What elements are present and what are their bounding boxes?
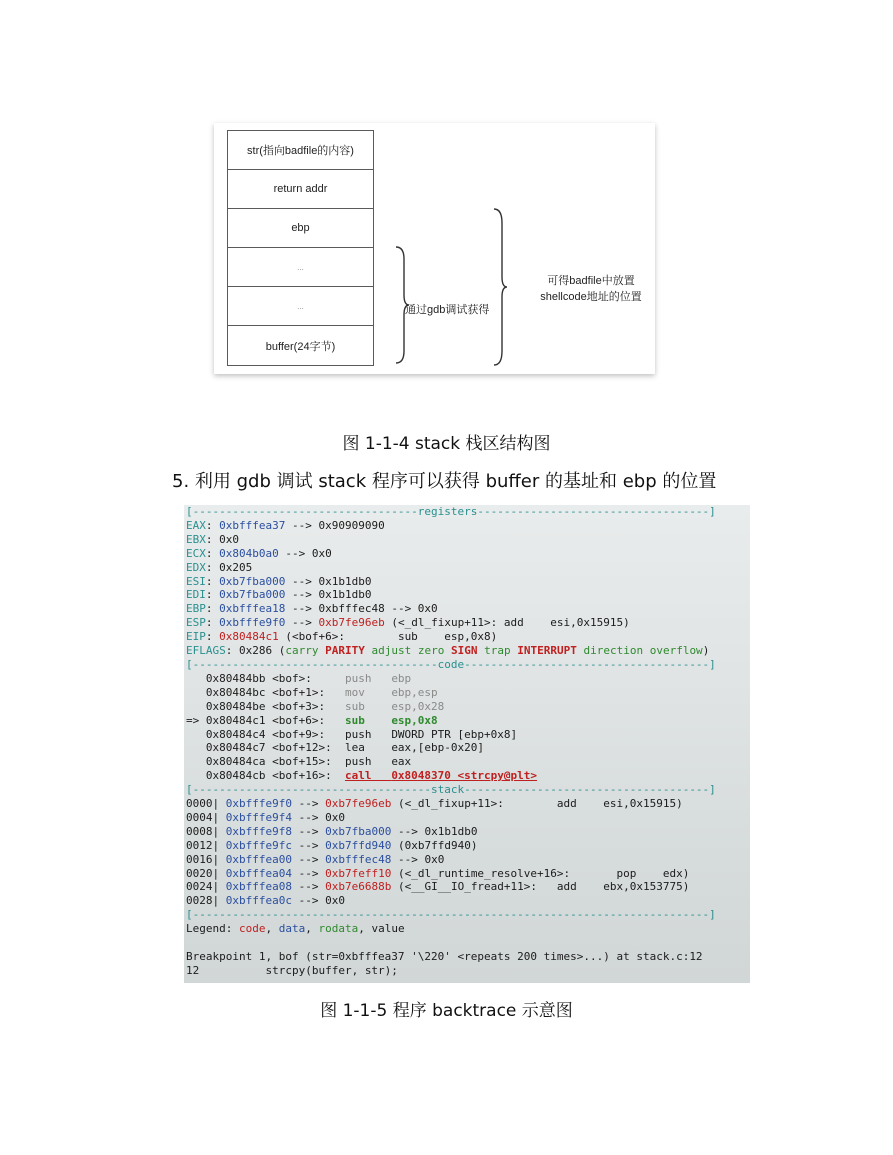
big-brace-icon <box>492 207 508 367</box>
reg-esp: ESP: 0xbfffe9f0 --> 0xb7fe96eb (<_dl_fixup+11>: add esi,0x15915) <box>186 616 630 630</box>
legend-line: Legend: code, data, rodata, value <box>186 922 405 936</box>
code-line-call: 0x80484cb <bof+16>: call 0x8048370 <strcpy@plt> <box>205 769 538 783</box>
code-header: [-------------------------------------code-------------------------------------] <box>186 657 716 671</box>
stack-diagram <box>214 123 655 374</box>
stack-line-1: 0004| 0xbfffe9f4 --> 0x0 <box>186 810 345 824</box>
figure-caption-1: 图 1-1-4 stack 栈区结构图 <box>342 434 551 454</box>
stack-cell-str: str(指向badfile的内容) <box>228 131 373 170</box>
brace-small-label: 通过gdb调试获得 <box>405 304 490 316</box>
reg-edi: EDI: 0xb7fba000 --> 0x1b1db0 <box>186 588 372 602</box>
stack-cell-ebp: ebp <box>228 209 373 248</box>
stack-header: [------------------------------------stack-------------------------------------] <box>186 783 716 797</box>
brace-big-label: 可得badfile中放置shellcode地址的位置 <box>540 275 642 303</box>
source-line: 12 strcpy(buffer, str); <box>186 963 398 977</box>
reg-eax: EAX: 0xbfffea37 --> 0x90909090 <box>186 518 385 532</box>
code-line-5: 0x80484c7 <bof+12>: lea eax,[ebp-0x20] <box>205 741 485 755</box>
stack-line-6: 0024| 0xbfffea08 --> 0xb7e6688b (<__GI__IO_fread+11>: add ebx,0x153775) <box>186 880 690 894</box>
stack-line-0: 0000| 0xbfffe9f0 --> 0xb7fe96eb (<_dl_fixup+11>: add esi,0x15915) <box>186 797 683 811</box>
stack-line-3: 0012| 0xbfffe9fc --> 0xb7ffd940 (0xb7ffd940) <box>186 838 478 852</box>
reg-esi: ESI: 0xb7fba000 --> 0x1b1db0 <box>186 574 372 588</box>
gdb-output <box>184 505 750 978</box>
footer-separator: [------------------------------------------------------------------------------] <box>186 908 716 922</box>
stack-cell-ellipsis-2: ... <box>228 287 373 326</box>
stack-cell-ellipsis-1: ... <box>228 248 373 287</box>
stack-line-7: 0028| 0xbfffea0c --> 0x0 <box>186 894 345 908</box>
reg-ebp: EBP: 0xbfffea18 --> 0xbfffec48 --> 0x0 <box>186 602 438 616</box>
code-line-current: => 0x80484c1 <bof+6>: sub esp,0x8 <box>186 713 438 727</box>
reg-eflags: EFLAGS: 0x286 (carry PARITY adjust zero SIGN trap INTERRUPT direction overflow) <box>186 644 710 658</box>
gdb-terminal-screenshot <box>184 505 750 983</box>
code-line-1: 0x80484bc <bof+1>: mov ebp,esp <box>205 685 438 699</box>
reg-ecx: ECX: 0x804b0a0 --> 0x0 <box>186 546 332 560</box>
stack-line-2: 0008| 0xbfffe9f8 --> 0xb7fba000 --> 0x1b1db0 <box>186 824 478 838</box>
stack-cell-buffer: buffer(24字节) <box>265 340 336 353</box>
registers-header: [----------------------------------registers-----------------------------------] <box>186 505 716 518</box>
code-line-6: 0x80484ca <bof+15>: push eax <box>205 755 412 769</box>
reg-edx: EDX: 0x205 <box>186 560 253 574</box>
paragraph-step-5: 5. 利用 gdb 调试 stack 程序可以获得 buffer 的基址和 ebp 的位置 <box>172 471 717 492</box>
code-line-0: 0x80484bb <bof>: push ebp <box>205 671 412 685</box>
code-line-2: 0x80484be <bof+3>: sub esp,0x28 <box>205 699 445 713</box>
stack-line-5: 0020| 0xbfffea04 --> 0xb7feff10 (<_dl_runtime_resolve+16>: pop edx) <box>186 866 690 880</box>
stack-cell-return-addr: return addr <box>228 170 373 209</box>
stack-frame-column <box>227 130 374 366</box>
figure-caption-2: 图 1-1-5 程序 backtrace 示意图 <box>320 1001 573 1021</box>
code-line-4: 0x80484c4 <bof+9>: push DWORD PTR [ebp+0x8] <box>205 727 518 741</box>
breakpoint-line: Breakpoint 1, bof (str=0xbfffea37 '\220' <repeats 200 times>...) at stack.c:12 <box>186 950 703 963</box>
reg-ebx: EBX: 0x0 <box>186 532 239 546</box>
reg-eip: EIP: 0x80484c1 (<bof+6>: sub esp,0x8) <box>186 630 498 644</box>
stack-line-4: 0016| 0xbfffea00 --> 0xbfffec48 --> 0x0 <box>186 852 445 866</box>
